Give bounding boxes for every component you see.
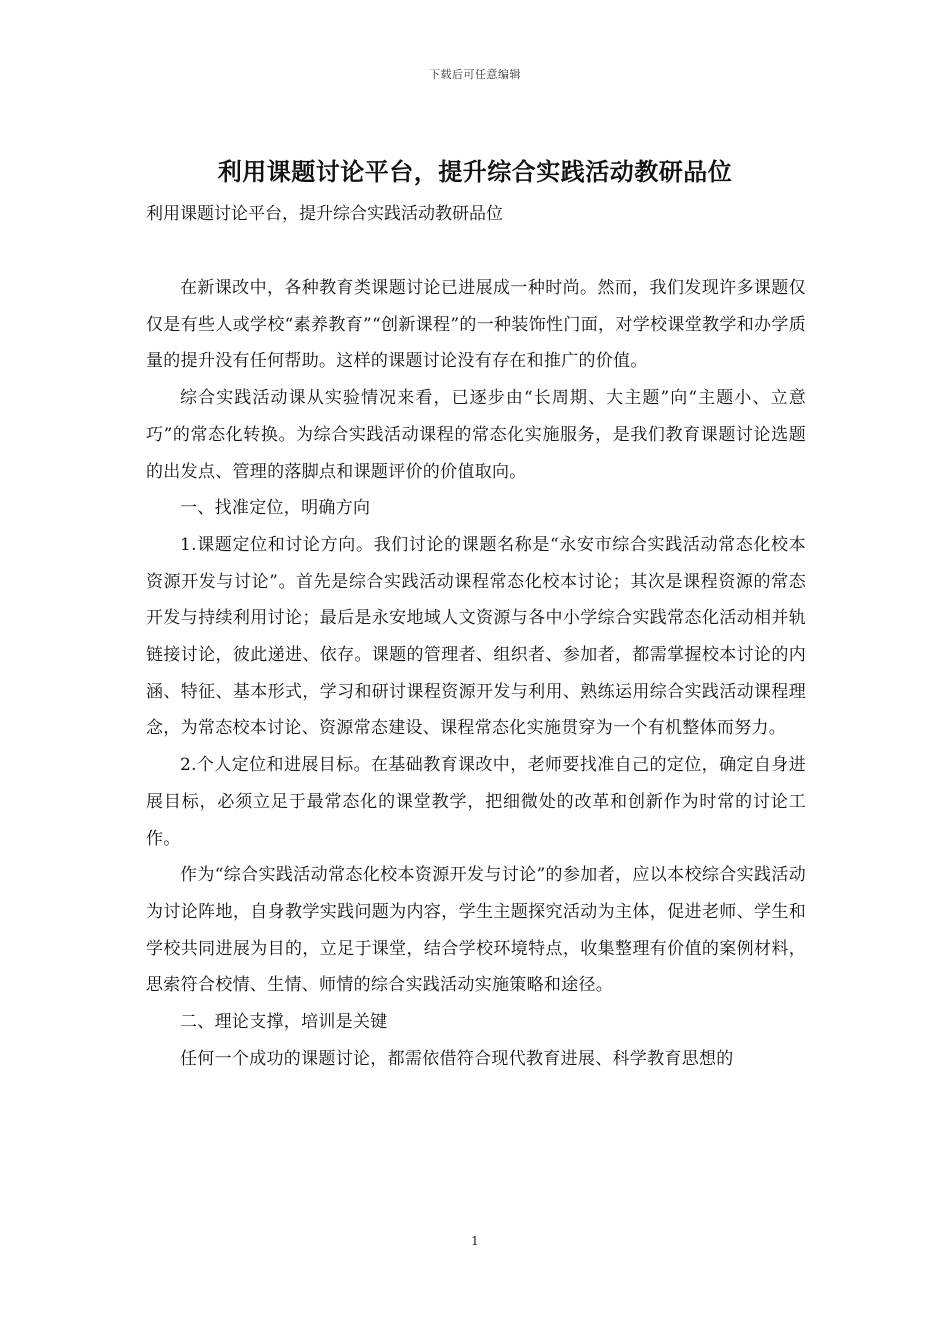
section-heading: 一、找准定位，明确方向 — [180, 498, 371, 519]
paragraph: 1.课题定位和讨论方向。我们讨论的课题名称是“永安市综合实践活动常态化校本资源开发与讨论”。首先是综合实践活动课程常态化校本讨论；其次是课程资源的常态开发与持续利用讨论；最后是永安地域人文资源与各中小学综合实践常态化活动相并轨链接讨论，彼此递进、依存。课题的管理者、组织者、参加者，都需掌握校本讨论的内涵、特征、基本形式，学习和研讨课程资源开发与利用、熟练运用综合实践活动课程理念，为常态校本讨论、资源常态建设、课程常态化实施贯穿为一个有机整体而努力。 — [146, 534, 806, 739]
header-note: 下载后可任意编辑 — [429, 68, 521, 81]
paragraph: 作为“综合实践活动常态化校本资源开发与讨论”的参加者，应以本校综合实践活动为讨论阵地，自身教学实践问题为内容，学生主题探究活动为主体，促进老师、学生和学校共同进展为目的，立足于课堂，结合学校环境特点，收集整理有价值的案例材料，思索符合校情、生情、师情的综合实践活动实施策略和途径。 — [146, 865, 806, 996]
document-title: 利用课题讨论平台，提升综合实践活动教研品位 — [217, 157, 733, 186]
paragraph: 2.个人定位和进展目标。在基础教育课改中，老师要找准自己的定位，确定自身进展目标，必须立足于最常态化的课堂教学，把细微处的改革和创新作为时常的讨论工作。 — [146, 755, 806, 849]
document-subtitle: 利用课题讨论平台，提升综合实践活动教研品位 — [146, 204, 503, 224]
paragraph: 综合实践活动课从实验情况来看，已逐步由“长周期、大主题”向“主题小、立意巧”的常态化转换。为综合实践活动课程的常态化实施服务，是我们教育课题讨论选题的出发点、管理的落脚点和课题评价的价值取向。 — [146, 388, 806, 482]
page-number: 1 — [471, 1234, 479, 1248]
paragraph: 在新课改中，各种教育类课题讨论已进展成一种时尚。然而，我们发现许多课题仅仅是有些人或学校“素养教育”“创新课程”的一种装饰性门面，对学校课堂教学和办学质量的提升没有任何帮助。这样的课题讨论没有存在和推广的价值。 — [146, 278, 806, 372]
paragraph: 任何一个成功的课题讨论，都需依借符合现代教育进展、科学教育思想的 — [180, 1048, 734, 1069]
document-body — [146, 270, 806, 1077]
section-heading: 二、理论支撑，培训是关键 — [180, 1012, 388, 1033]
